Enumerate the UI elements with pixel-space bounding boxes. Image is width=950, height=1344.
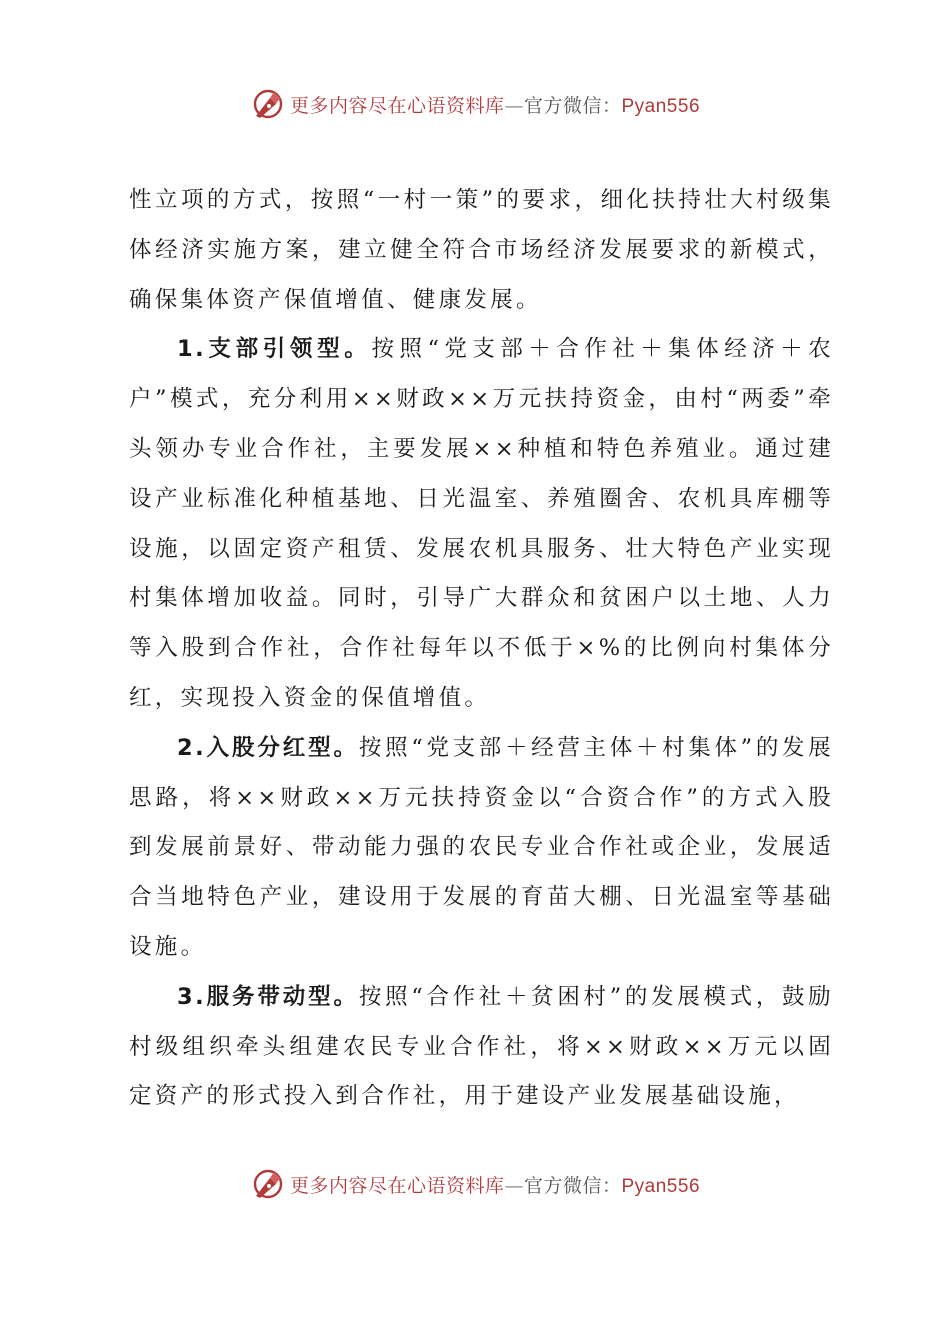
watermark-separator: — bbox=[504, 94, 524, 117]
paragraph-continuation bbox=[129, 176, 834, 325]
paragraph-branch-led bbox=[129, 325, 834, 723]
paragraph-service-driven bbox=[129, 973, 834, 1122]
watermark-brand: 更多内容尽在心语资料库 bbox=[289, 1174, 505, 1197]
watermark-wechat-id: Pyan556 bbox=[621, 95, 701, 117]
watermark-label: 官方微信： bbox=[523, 94, 622, 117]
document-body bbox=[129, 176, 834, 1122]
watermark-separator: — bbox=[504, 1174, 524, 1197]
paragraph-heading: 3.服务带动型。 bbox=[177, 983, 359, 1010]
header-watermark bbox=[0, 84, 950, 124]
paragraph-heading: 2.入股分红型。 bbox=[177, 734, 359, 761]
watermark-text bbox=[290, 1171, 700, 1198]
pen-nib-logo-icon bbox=[250, 1166, 286, 1202]
paragraph-heading: 1.支部引领型。 bbox=[177, 336, 372, 363]
paragraph-text: 按照“党支部＋合作社＋集体经济＋农户”模式，充分利用××财政××万元扶持资金，由村“两委”牵头领办专业合作社，主要发展××种植和特色养殖业。通过建设产业标准化种植基地、日光温室、养殖圈舍、农机具库棚等设施，以固定资产租赁、发展农机具服务、壮大特色产业实现村集体增加收益。同时，引导广大群众和贫困户以土地、人力等入股到合作社，合作社每年以不低于×%的比例向村集体分红，实现投入资金的保值增值。 bbox=[129, 336, 834, 711]
paragraph-text: 按照“合作社＋贫困村”的发展模式，鼓励村级组织牵头组建农民专业合作社，将××财政××万元以固定资产的形式投入到合作社，用于建设产业发展基础设施， bbox=[129, 983, 834, 1110]
watermark-group bbox=[250, 86, 700, 122]
watermark-brand: 更多内容尽在心语资料库 bbox=[289, 94, 505, 117]
pen-nib-logo-icon bbox=[250, 86, 286, 122]
watermark-wechat-id: Pyan556 bbox=[621, 1175, 701, 1197]
paragraph-share-dividend bbox=[129, 724, 834, 973]
watermark-group bbox=[250, 1166, 700, 1202]
paragraph-text: 性立项的方式，按照“一村一策”的要求，细化扶持壮大村级集体经济实施方案，建立健全符合市场经济发展要求的新模式，确保集体资产保值增值、健康发展。 bbox=[129, 187, 834, 313]
paragraph-text: 按照“党支部＋经营主体＋村集体”的发展思路，将××财政××万元扶持资金以“合资合作”的方式入股到发展前景好、带动能力强的农民专业合作社或企业，发展适合当地特色产业，建设用于发展的育苗大棚、日光温室等基础设施。 bbox=[129, 734, 834, 960]
watermark-label: 官方微信： bbox=[523, 1174, 622, 1197]
watermark-text bbox=[290, 91, 700, 118]
footer-watermark bbox=[0, 1164, 950, 1204]
